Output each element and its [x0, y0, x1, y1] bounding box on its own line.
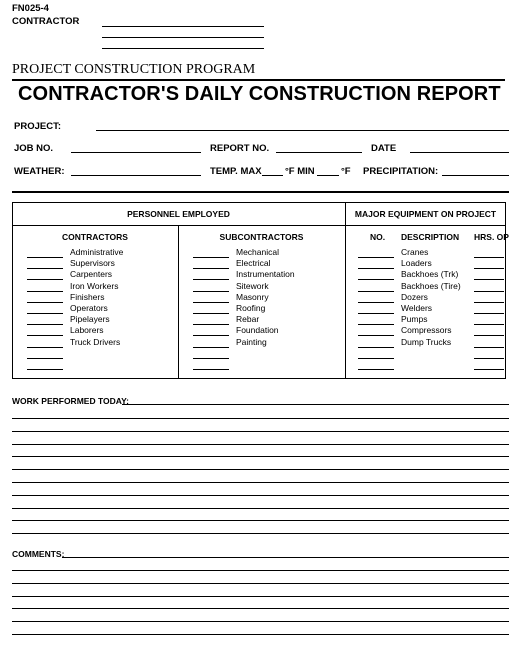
comments-line-0[interactable]	[62, 557, 509, 558]
contractor-line-2[interactable]	[102, 37, 264, 38]
work-line[interactable]	[12, 444, 509, 445]
precipitation-field[interactable]	[442, 175, 509, 176]
equipment-description-label: Welders	[401, 303, 433, 313]
equipment-hrs-field[interactable]	[474, 335, 504, 336]
contractor-trade-label: Administrative	[70, 247, 124, 257]
subcontractor-count-field[interactable]	[193, 324, 229, 325]
equipment-description-label: Pumps	[401, 314, 428, 324]
col-divider-sub	[178, 225, 179, 379]
equipment-description-label: Dump Trucks	[401, 337, 452, 347]
equip-no-header: NO.	[370, 232, 386, 242]
contractor-line-1[interactable]	[102, 26, 264, 27]
contractor-count-field[interactable]	[27, 291, 63, 292]
equipment-hrs-field[interactable]	[474, 358, 504, 359]
col-divider-equip	[345, 202, 346, 379]
project-label: PROJECT:	[14, 121, 61, 132]
temp-max-field[interactable]	[262, 175, 283, 176]
contractor-trade-label: Laborers	[70, 325, 104, 335]
job-no-field[interactable]	[71, 152, 201, 153]
comments-label: COMMENTS:	[12, 549, 65, 559]
title-top-rule	[12, 79, 505, 81]
section-divider	[12, 191, 509, 193]
work-performed-label: WORK PERFORMED TODAY:	[12, 396, 129, 406]
report-no-field[interactable]	[276, 152, 362, 153]
equipment-hrs-field[interactable]	[474, 347, 504, 348]
report-no-label: REPORT NO.	[210, 143, 270, 154]
weather-label: WEATHER:	[14, 166, 65, 177]
subcontractor-count-field[interactable]	[193, 313, 229, 314]
subcontractor-count-field[interactable]	[193, 347, 229, 348]
temp-min-field[interactable]	[317, 175, 339, 176]
equipment-no-field[interactable]	[358, 369, 394, 370]
equip-hrs-header: HRS. OP	[474, 232, 509, 242]
equipment-description-label: Cranes	[401, 247, 429, 257]
contractor-trade-label: Operators	[70, 303, 108, 313]
work-line[interactable]	[12, 533, 509, 534]
equipment-no-field[interactable]	[358, 358, 394, 359]
equipment-hrs-field[interactable]	[474, 302, 504, 303]
temp-max-label: TEMP. MAX	[210, 166, 262, 177]
equipment-header: MAJOR EQUIPMENT ON PROJECT	[354, 209, 497, 219]
work-line[interactable]	[12, 482, 509, 483]
subcontractor-trade-label: Painting	[236, 337, 267, 347]
subcontractor-trade-label: Roofing	[236, 303, 266, 313]
work-line[interactable]	[12, 456, 509, 457]
equipment-no-field[interactable]	[358, 335, 394, 336]
contractor-label: CONTRACTOR	[12, 16, 80, 27]
subcontractor-count-field[interactable]	[193, 302, 229, 303]
equipment-description-label: Backhoes (Trk)	[401, 269, 459, 279]
report-title: CONTRACTOR'S DAILY CONSTRUCTION REPORT	[18, 83, 501, 105]
contractor-count-field[interactable]	[27, 279, 63, 280]
date-field[interactable]	[410, 152, 509, 153]
subcontractor-trade-label: Foundation	[236, 325, 279, 335]
deg-f-label: °F	[341, 166, 351, 177]
subcontractor-count-field[interactable]	[193, 268, 229, 269]
equipment-hrs-field[interactable]	[474, 268, 504, 269]
subcontractor-count-field[interactable]	[193, 257, 229, 258]
work-line[interactable]	[12, 495, 509, 496]
contractor-trade-label: Supervisors	[70, 258, 115, 268]
contractor-count-field[interactable]	[27, 358, 63, 359]
equipment-no-field[interactable]	[358, 291, 394, 292]
equipment-hrs-field[interactable]	[474, 324, 504, 325]
contractors-header: CONTRACTORS	[62, 232, 128, 242]
subcontractor-trade-label: Masonry	[236, 292, 269, 302]
contractor-line-3[interactable]	[102, 48, 264, 49]
work-line[interactable]	[12, 520, 509, 521]
comments-line[interactable]	[12, 608, 509, 609]
comments-line[interactable]	[12, 596, 509, 597]
table-header-rule	[12, 225, 506, 226]
contractor-count-field[interactable]	[27, 268, 63, 269]
comments-line[interactable]	[12, 570, 509, 571]
contractor-count-field[interactable]	[27, 257, 63, 258]
job-no-label: JOB NO.	[14, 143, 54, 154]
work-line[interactable]	[12, 431, 509, 432]
subcontractor-count-field[interactable]	[193, 335, 229, 336]
program-title: PROJECT CONSTRUCTION PROGRAM	[12, 62, 256, 77]
contractor-trade-label: Pipelayers	[70, 314, 110, 324]
equipment-hrs-field[interactable]	[474, 369, 504, 370]
contractor-trade-label: Iron Workers	[70, 281, 119, 291]
equipment-no-field[interactable]	[358, 279, 394, 280]
subcontractor-trade-label: Instrumentation	[236, 269, 295, 279]
date-label: DATE	[371, 143, 397, 154]
equipment-no-field[interactable]	[358, 347, 394, 348]
equipment-description-label: Compressors	[401, 325, 452, 335]
equipment-description-label: Dozers	[401, 292, 428, 302]
subcontractor-trade-label: Electrical	[236, 258, 271, 268]
equipment-description-label: Backhoes (Tire)	[401, 281, 461, 291]
equipment-hrs-field[interactable]	[474, 313, 504, 314]
work-line[interactable]	[12, 469, 509, 470]
subcontractor-trade-label: Mechanical	[236, 247, 279, 257]
work-line-0[interactable]	[122, 404, 509, 405]
comments-line[interactable]	[12, 583, 509, 584]
subcontractor-count-field[interactable]	[193, 358, 229, 359]
work-line[interactable]	[12, 508, 509, 509]
contractor-trade-label: Truck Drivers	[70, 337, 121, 347]
subcontractors-header: SUBCONTRACTORS	[219, 232, 304, 242]
contractor-count-field[interactable]	[27, 347, 63, 348]
subcontractor-count-field[interactable]	[193, 369, 229, 370]
equipment-hrs-field[interactable]	[474, 291, 504, 292]
equipment-no-field[interactable]	[358, 302, 394, 303]
personnel-header: PERSONNEL EMPLOYED	[127, 209, 230, 219]
comments-line[interactable]	[12, 634, 509, 635]
subcontractor-trade-label: Rebar	[236, 314, 260, 324]
temp-min-label: °F MIN	[285, 166, 315, 177]
contractor-count-field[interactable]	[27, 313, 63, 314]
equipment-no-field[interactable]	[358, 313, 394, 314]
contractor-count-field[interactable]	[27, 369, 63, 370]
work-line[interactable]	[12, 418, 509, 419]
contractor-trade-label: Finishers	[70, 292, 105, 302]
contractor-trade-label: Carpenters	[70, 269, 113, 279]
subcontractor-count-field[interactable]	[193, 279, 229, 280]
equipment-hrs-field[interactable]	[474, 257, 504, 258]
subcontractor-count-field[interactable]	[193, 291, 229, 292]
project-field[interactable]	[96, 130, 509, 131]
equip-description-header: DESCRIPTION	[401, 232, 460, 242]
precipitation-label: PRECIPITATION:	[363, 166, 439, 177]
equipment-no-field[interactable]	[358, 324, 394, 325]
equipment-hrs-field[interactable]	[474, 279, 504, 280]
subcontractor-trade-label: Sitework	[236, 281, 269, 291]
comments-line[interactable]	[12, 621, 509, 622]
form-id: FN025-4	[12, 3, 49, 14]
weather-field[interactable]	[71, 175, 201, 176]
equipment-no-field[interactable]	[358, 268, 394, 269]
contractor-count-field[interactable]	[27, 302, 63, 303]
contractor-count-field[interactable]	[27, 335, 63, 336]
equipment-description-label: Loaders	[401, 258, 432, 268]
equipment-no-field[interactable]	[358, 257, 394, 258]
contractor-count-field[interactable]	[27, 324, 63, 325]
